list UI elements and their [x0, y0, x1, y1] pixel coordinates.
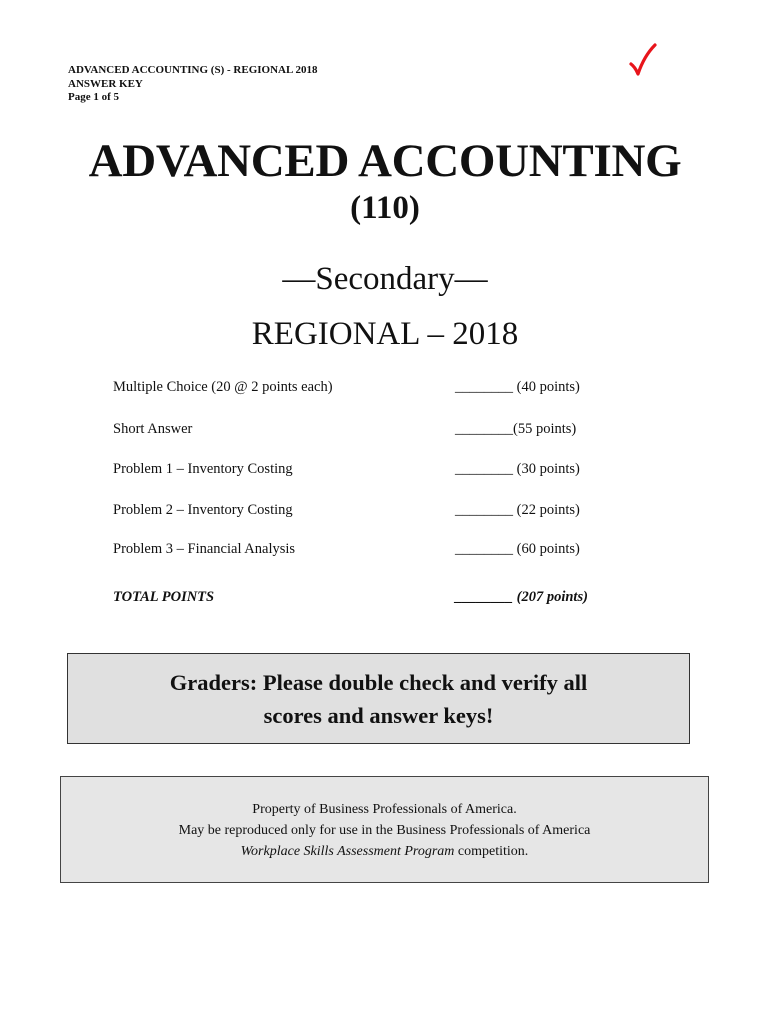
score-row	[113, 502, 633, 522]
graders-notice-line1: Graders: Please double check and verify all	[169, 669, 588, 695]
score-blank: ________ (60 points)	[455, 541, 580, 557]
score-row	[113, 461, 633, 481]
red-checkmark-icon	[626, 40, 660, 80]
graders-notice-line2: scores and answer keys!	[263, 702, 494, 728]
header-exam-title: ADVANCED ACCOUNTING (S) - REGIONAL 2018	[68, 64, 318, 76]
score-row	[113, 541, 633, 561]
total-label: TOTAL POINTS	[113, 589, 215, 605]
score-blank: ________ (40 points)	[455, 379, 580, 395]
program-suffix: competition.	[454, 844, 529, 859]
property-line2: May be reproduced only for use in the Business Professionals of America	[178, 823, 591, 838]
score-row	[113, 421, 633, 441]
score-label: Problem 2 – Inventory Costing	[113, 502, 293, 518]
total-points-row	[113, 589, 633, 609]
total-blank: ________ (207 points)	[455, 589, 588, 605]
property-line1: Property of Business Professionals of America.	[252, 802, 517, 817]
page-header	[68, 64, 317, 105]
score-blank: ________ (30 points)	[455, 461, 580, 477]
contest-level: REGIONAL – 2018	[251, 316, 519, 352]
property-line3	[61, 841, 708, 862]
header-answer-key: ANSWER KEY	[68, 77, 143, 90]
score-label: Problem 1 – Inventory Costing	[113, 461, 293, 477]
graders-notice-box	[67, 653, 690, 744]
score-blank: ________ (22 points)	[455, 502, 580, 518]
score-label: Short Answer	[113, 421, 193, 437]
score-row	[113, 379, 633, 399]
event-code: (110)	[350, 190, 420, 226]
property-notice-box	[60, 776, 709, 883]
division-level: —Secondary—	[282, 261, 488, 297]
score-label: Problem 3 – Financial Analysis	[113, 541, 296, 557]
score-blank: ________(55 points)	[455, 421, 577, 437]
program-name: Workplace Skills Assessment Program	[240, 844, 455, 859]
score-label: Multiple Choice (20 @ 2 points each)	[113, 379, 333, 395]
exam-title: ADVANCED ACCOUNTING	[88, 135, 682, 187]
header-page-number: Page 1 of 5	[68, 91, 120, 103]
